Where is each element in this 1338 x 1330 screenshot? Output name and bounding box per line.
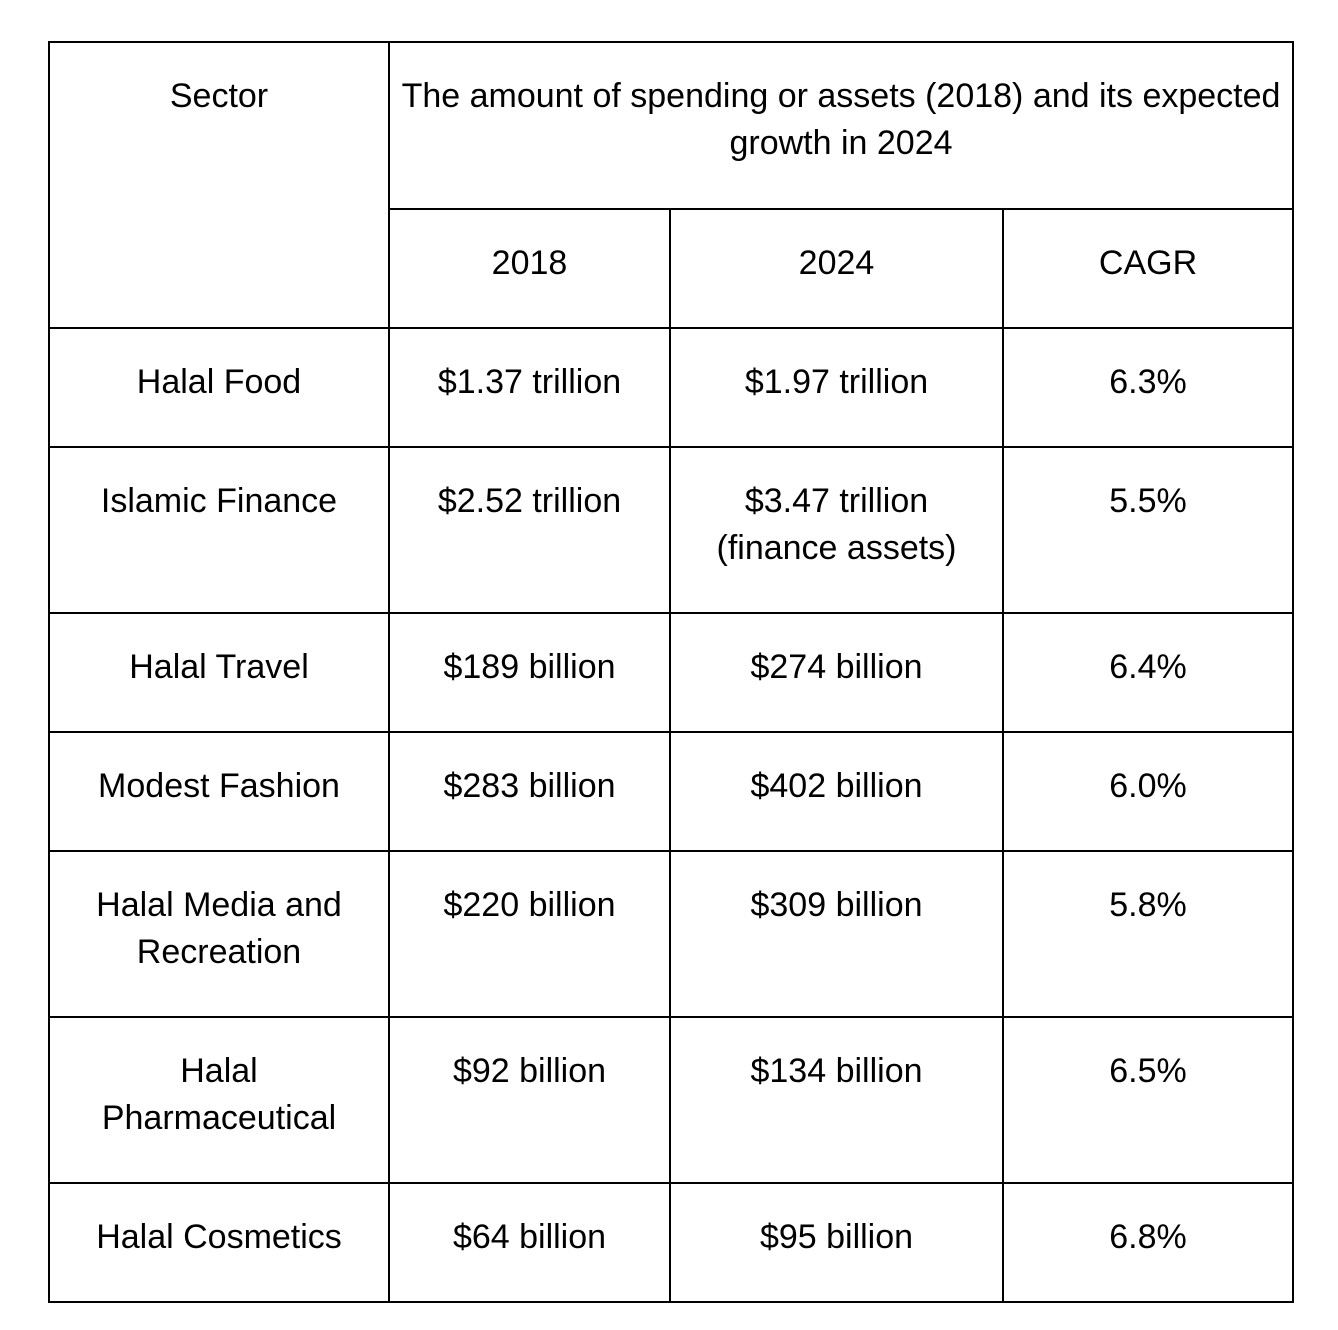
value-2024-cell: $309 billion: [670, 851, 1003, 1017]
sector-cell: Islamic Finance: [49, 447, 389, 613]
sector-cell: Halal Pharmaceutical: [49, 1017, 389, 1183]
table-row: [49, 1017, 1293, 1183]
header-2018: 2018: [389, 209, 670, 328]
value-2024-cell: $274 billion: [670, 613, 1003, 732]
value-2024-cell: $1.97 trillion: [670, 328, 1003, 447]
sector-cell: Halal Food: [49, 328, 389, 447]
value-2024-cell: $3.47 trillion (finance assets): [670, 447, 1003, 613]
value-2024-cell: $134 billion: [670, 1017, 1003, 1183]
table-row: [49, 732, 1293, 851]
header-cagr: CAGR: [1003, 209, 1293, 328]
value-2018-cell: $64 billion: [389, 1183, 670, 1302]
sector-cell: Halal Media and Recreation: [49, 851, 389, 1017]
value-2018-cell: $1.37 trillion: [389, 328, 670, 447]
sector-cell: Halal Travel: [49, 613, 389, 732]
header-group: The amount of spending or assets (2018) and its expected growth in 2024: [389, 42, 1293, 209]
value-2024-cell: $95 billion: [670, 1183, 1003, 1302]
table-row: [49, 613, 1293, 732]
table-row: [49, 328, 1293, 447]
value-2024-cell: $402 billion: [670, 732, 1003, 851]
cagr-cell: 6.4%: [1003, 613, 1293, 732]
header-2024: 2024: [670, 209, 1003, 328]
header-row-top: [49, 42, 1293, 209]
cagr-cell: 6.3%: [1003, 328, 1293, 447]
table-row: [49, 447, 1293, 613]
value-2018-cell: $220 billion: [389, 851, 670, 1017]
sector-cell: Halal Cosmetics: [49, 1183, 389, 1302]
value-2018-cell: $2.52 trillion: [389, 447, 670, 613]
header-sector: Sector: [49, 42, 389, 328]
table-row: [49, 1183, 1293, 1302]
cagr-cell: 5.5%: [1003, 447, 1293, 613]
cagr-cell: 6.0%: [1003, 732, 1293, 851]
cagr-cell: 5.8%: [1003, 851, 1293, 1017]
cagr-cell: 6.8%: [1003, 1183, 1293, 1302]
value-2018-cell: $189 billion: [389, 613, 670, 732]
value-2018-cell: $92 billion: [389, 1017, 670, 1183]
sector-growth-table: [48, 41, 1294, 1303]
value-2018-cell: $283 billion: [389, 732, 670, 851]
sector-cell: Modest Fashion: [49, 732, 389, 851]
cagr-cell: 6.5%: [1003, 1017, 1293, 1183]
table-row: [49, 851, 1293, 1017]
